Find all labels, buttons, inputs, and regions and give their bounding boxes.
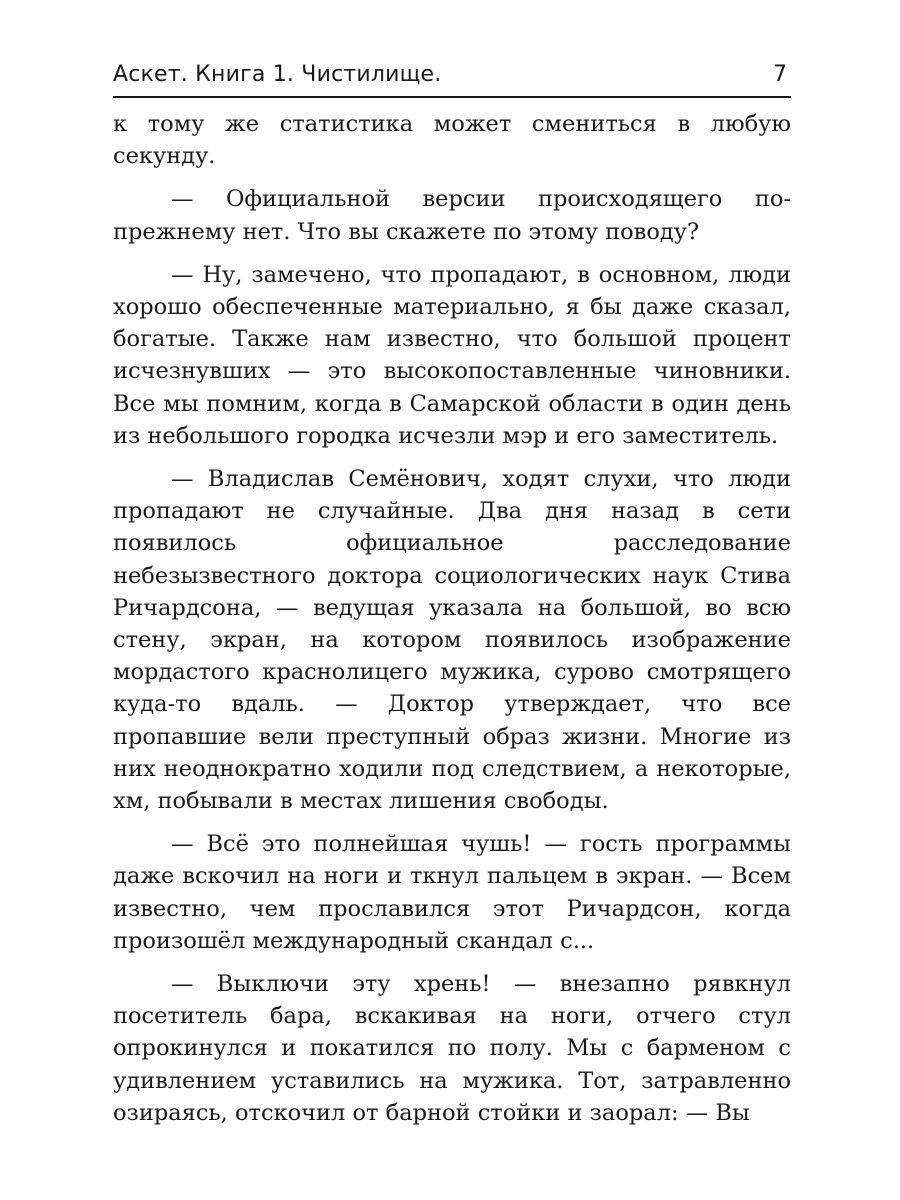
header-divider: [113, 96, 791, 98]
paragraph: к тому же статистика может смениться в любую секунду.: [113, 111, 791, 170]
paragraph: — Владислав Семёнович, ходят слухи, что люди пропадают не случайные. Два дня назад в сети появилось официальное расследование небезызвестного доктора социологических наук Стива Ричардсона, — ведущая указала на большой, во всю стену, экран, на котором появилось изображение мордастого краснолицего мужика, сурово смотрящего куда-то вдаль. — Доктор утверждает, что все пропавшие вели преступный образ жизни. Многие из них неоднократно ходили под следствием, а некоторые, хм, побывали в местах лишения свободы.: [113, 466, 791, 815]
running-header: [113, 58, 791, 92]
paragraph: — Выключи эту хрень! — внезапно рявкнул посетитель бара, вскакивая на ноги, отчего стул опрокинулся и покатился по полу. Мы с барменом с удивлением уставились на мужика. Тот, затравленно озираясь, отскочил от барной стойки и заорал: — Вы: [113, 971, 791, 1126]
paragraph: — Официальной версии происходящего по-прежнему нет. Что вы скажете по этому поводу?: [113, 186, 791, 245]
paragraph: — Всё это полнейшая чушь! — гость программы даже вскочил на ноги и ткнул пальцем в экран. — Всем известно, чем прославился этот Ричардсон, когда произошёл международный скандал с...: [113, 831, 791, 954]
paragraph: — Ну, замечено, что пропадают, в основном, люди хорошо обеспеченные материально, я бы даже сказал, богатые. Также нам известно, что большой процент исчезнувших — это высокопоставленные чиновники. Все мы помним, когда в Самарской области в один день из небольшого городка исчезли мэр и его заместитель.: [113, 261, 791, 449]
body-text: [113, 108, 791, 1129]
book-page: [113, 58, 791, 1129]
page-number: 7: [773, 62, 787, 87]
book-title: Аскет. Книга 1. Чистилище.: [113, 62, 442, 87]
